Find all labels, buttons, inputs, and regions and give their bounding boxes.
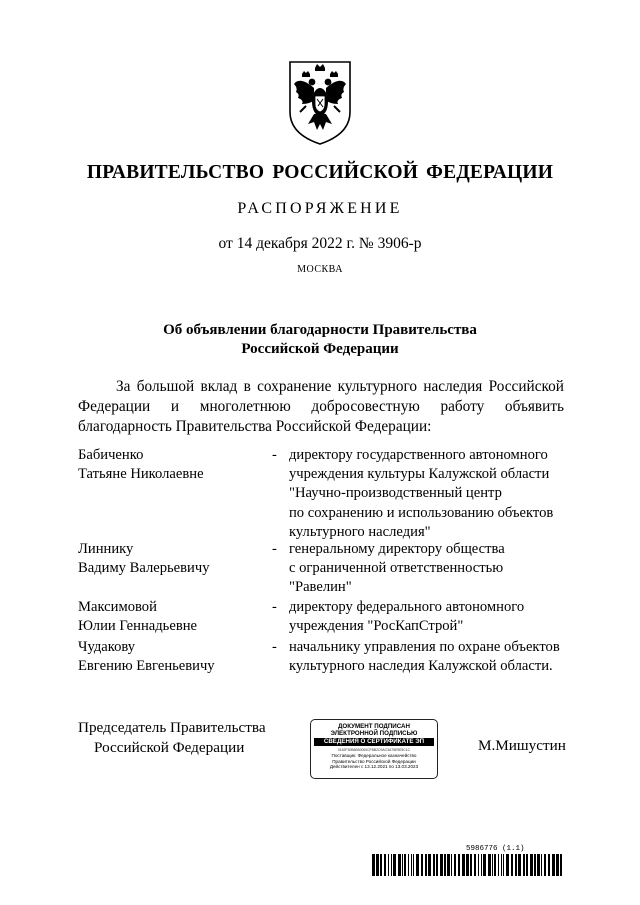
stamp-line-2: ЭЛЕКТРОННОЙ ПОДПИСЬЮ xyxy=(330,730,418,737)
recipient-name xyxy=(78,540,268,578)
recipient-surname: Чудакову xyxy=(78,639,136,655)
position-line: начальнику управления по охране объектов xyxy=(289,639,560,655)
position-line: учреждения "РосКапСтрой" xyxy=(289,618,464,635)
subject-line-2: Российской Федерации xyxy=(241,341,399,357)
position-line: "Равелин" xyxy=(289,579,352,596)
coat-of-arms-icon xyxy=(284,58,356,146)
entry-dash: - xyxy=(272,447,277,463)
recipient-position xyxy=(289,540,579,598)
document-city: МОСКВА xyxy=(297,264,343,275)
recipient-position xyxy=(289,446,579,542)
entry-dash: - xyxy=(272,541,277,557)
position-line: учреждения культуры Калужской области xyxy=(289,466,550,483)
position-line: по сохранению и использованию объектов xyxy=(289,504,554,521)
stamp-cert-title: СВЕДЕНИЯ О СЕРТИФИКАТЕ ЭП xyxy=(314,738,434,746)
recipient-surname: Максимовой xyxy=(78,599,157,615)
subject-line-1: Об объявлении благодарности Правительства xyxy=(163,322,477,338)
stamp-supplier-1: Поставщик: Федеральное казначейство xyxy=(331,753,417,758)
preamble-text: За большой вклад в сохранение культурного наследия Российской Федерации и многолетнюю добросовестную работу объявить благодарность Правительства Российской Федерации: xyxy=(78,378,564,435)
recipient-name xyxy=(78,598,268,636)
entry-dash: - xyxy=(272,639,277,655)
recipient-given-name: Юлии Геннадьевне xyxy=(78,618,197,635)
recipient-given-name: Евгению Евгеньевичу xyxy=(78,658,215,675)
signatory-title-line-1: Председатель Правительства xyxy=(78,719,266,736)
document-date-number: от 14 декабря 2022 г. № 3906-р xyxy=(218,235,422,252)
stamp-validity: Действителен с 13.12.2021 по 13.03.2023 xyxy=(329,764,419,770)
stamp-line-1: ДОКУМЕНТ ПОДПИСАН xyxy=(338,723,410,730)
position-line: культурного наследия" xyxy=(289,523,431,540)
recipient-given-name: Татьяне Николаевне xyxy=(78,466,204,483)
entry-dash: - xyxy=(272,599,277,615)
document-type: РАСПОРЯЖЕНИЕ xyxy=(237,200,403,217)
electronic-signature-stamp xyxy=(310,719,438,779)
recipient-surname: Бабиченко xyxy=(78,447,144,463)
stamp-supplier-2: Правительство Российской Федерации xyxy=(332,758,416,764)
stamp-details xyxy=(311,753,437,770)
recipient-name xyxy=(78,446,268,484)
preamble xyxy=(78,377,564,437)
recipient-position xyxy=(289,598,579,636)
government-title: ПРАВИТЕЛЬСТВО РОССИЙСКОЙ ФЕДЕРАЦИИ xyxy=(86,162,554,183)
position-line: культурного наследия Калужской области. xyxy=(289,658,553,675)
position-line: генеральному директору общества xyxy=(289,541,505,557)
barcode-number: 5986776 (1.1) xyxy=(466,845,525,853)
position-line: директору федерального автономного xyxy=(289,599,525,615)
barcode-icon xyxy=(372,854,564,876)
recipient-position xyxy=(289,638,579,676)
recipient-surname: Линнику xyxy=(78,541,134,557)
signatory-title xyxy=(78,718,266,757)
recipient-given-name: Вадиму Валерьевичу xyxy=(78,560,210,577)
position-line: "Научно-производственный центр xyxy=(289,485,502,502)
stamp-serial: 0152F30B6B50000CFBB2C9AC3A75E9E5C1C xyxy=(337,748,411,752)
recipient-name xyxy=(78,638,268,676)
position-line: директору государственного автономного xyxy=(289,447,548,463)
stamp-heading xyxy=(311,723,437,737)
signatory-name: М.Мишустин xyxy=(478,737,566,754)
document-subject xyxy=(0,321,640,359)
signatory-title-line-2: Российской Федерации xyxy=(94,738,245,756)
position-line: с ограниченной ответственностью xyxy=(289,560,504,577)
